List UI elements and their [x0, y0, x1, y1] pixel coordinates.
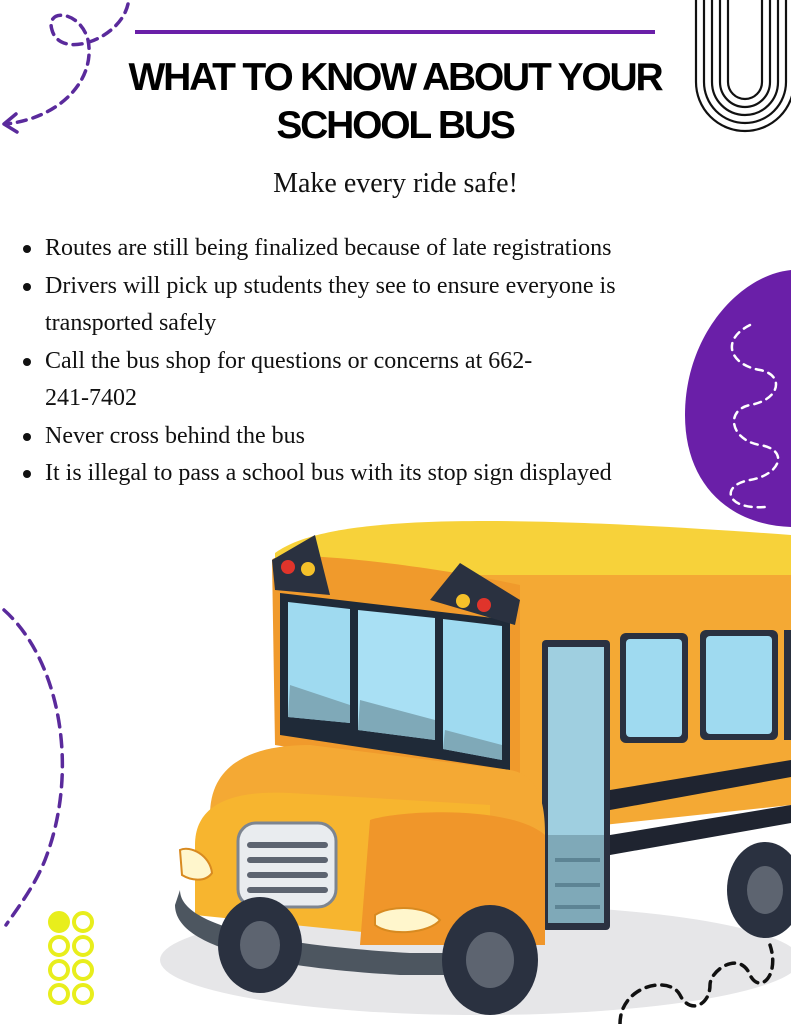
school-bus-illustration: [150, 505, 791, 1024]
yellow-dot-grid-decoration: [45, 908, 101, 1008]
dashed-curve-decoration: [0, 600, 90, 940]
bullet-list: [20, 230, 700, 493]
bullet-item: Drivers will pick up students they see to ensure everyone is transported safely: [20, 268, 700, 343]
title-line-2: SCHOOL BUS: [276, 104, 514, 147]
page-title: [60, 54, 730, 150]
title-line-1: WHAT TO KNOW ABOUT YOUR: [128, 56, 662, 99]
bullet-item: Call the bus shop for questions or concerns at 662-241-7402: [20, 343, 565, 418]
bullet-item: It is illegal to pass a school bus with its stop sign displayed: [20, 455, 700, 493]
bullet-item: Never cross behind the bus: [20, 418, 700, 456]
bullet-item: Routes are still being finalized because of late registrations: [20, 230, 700, 268]
title-rule: [135, 30, 655, 34]
subtitle: Make every ride safe!: [273, 168, 518, 199]
